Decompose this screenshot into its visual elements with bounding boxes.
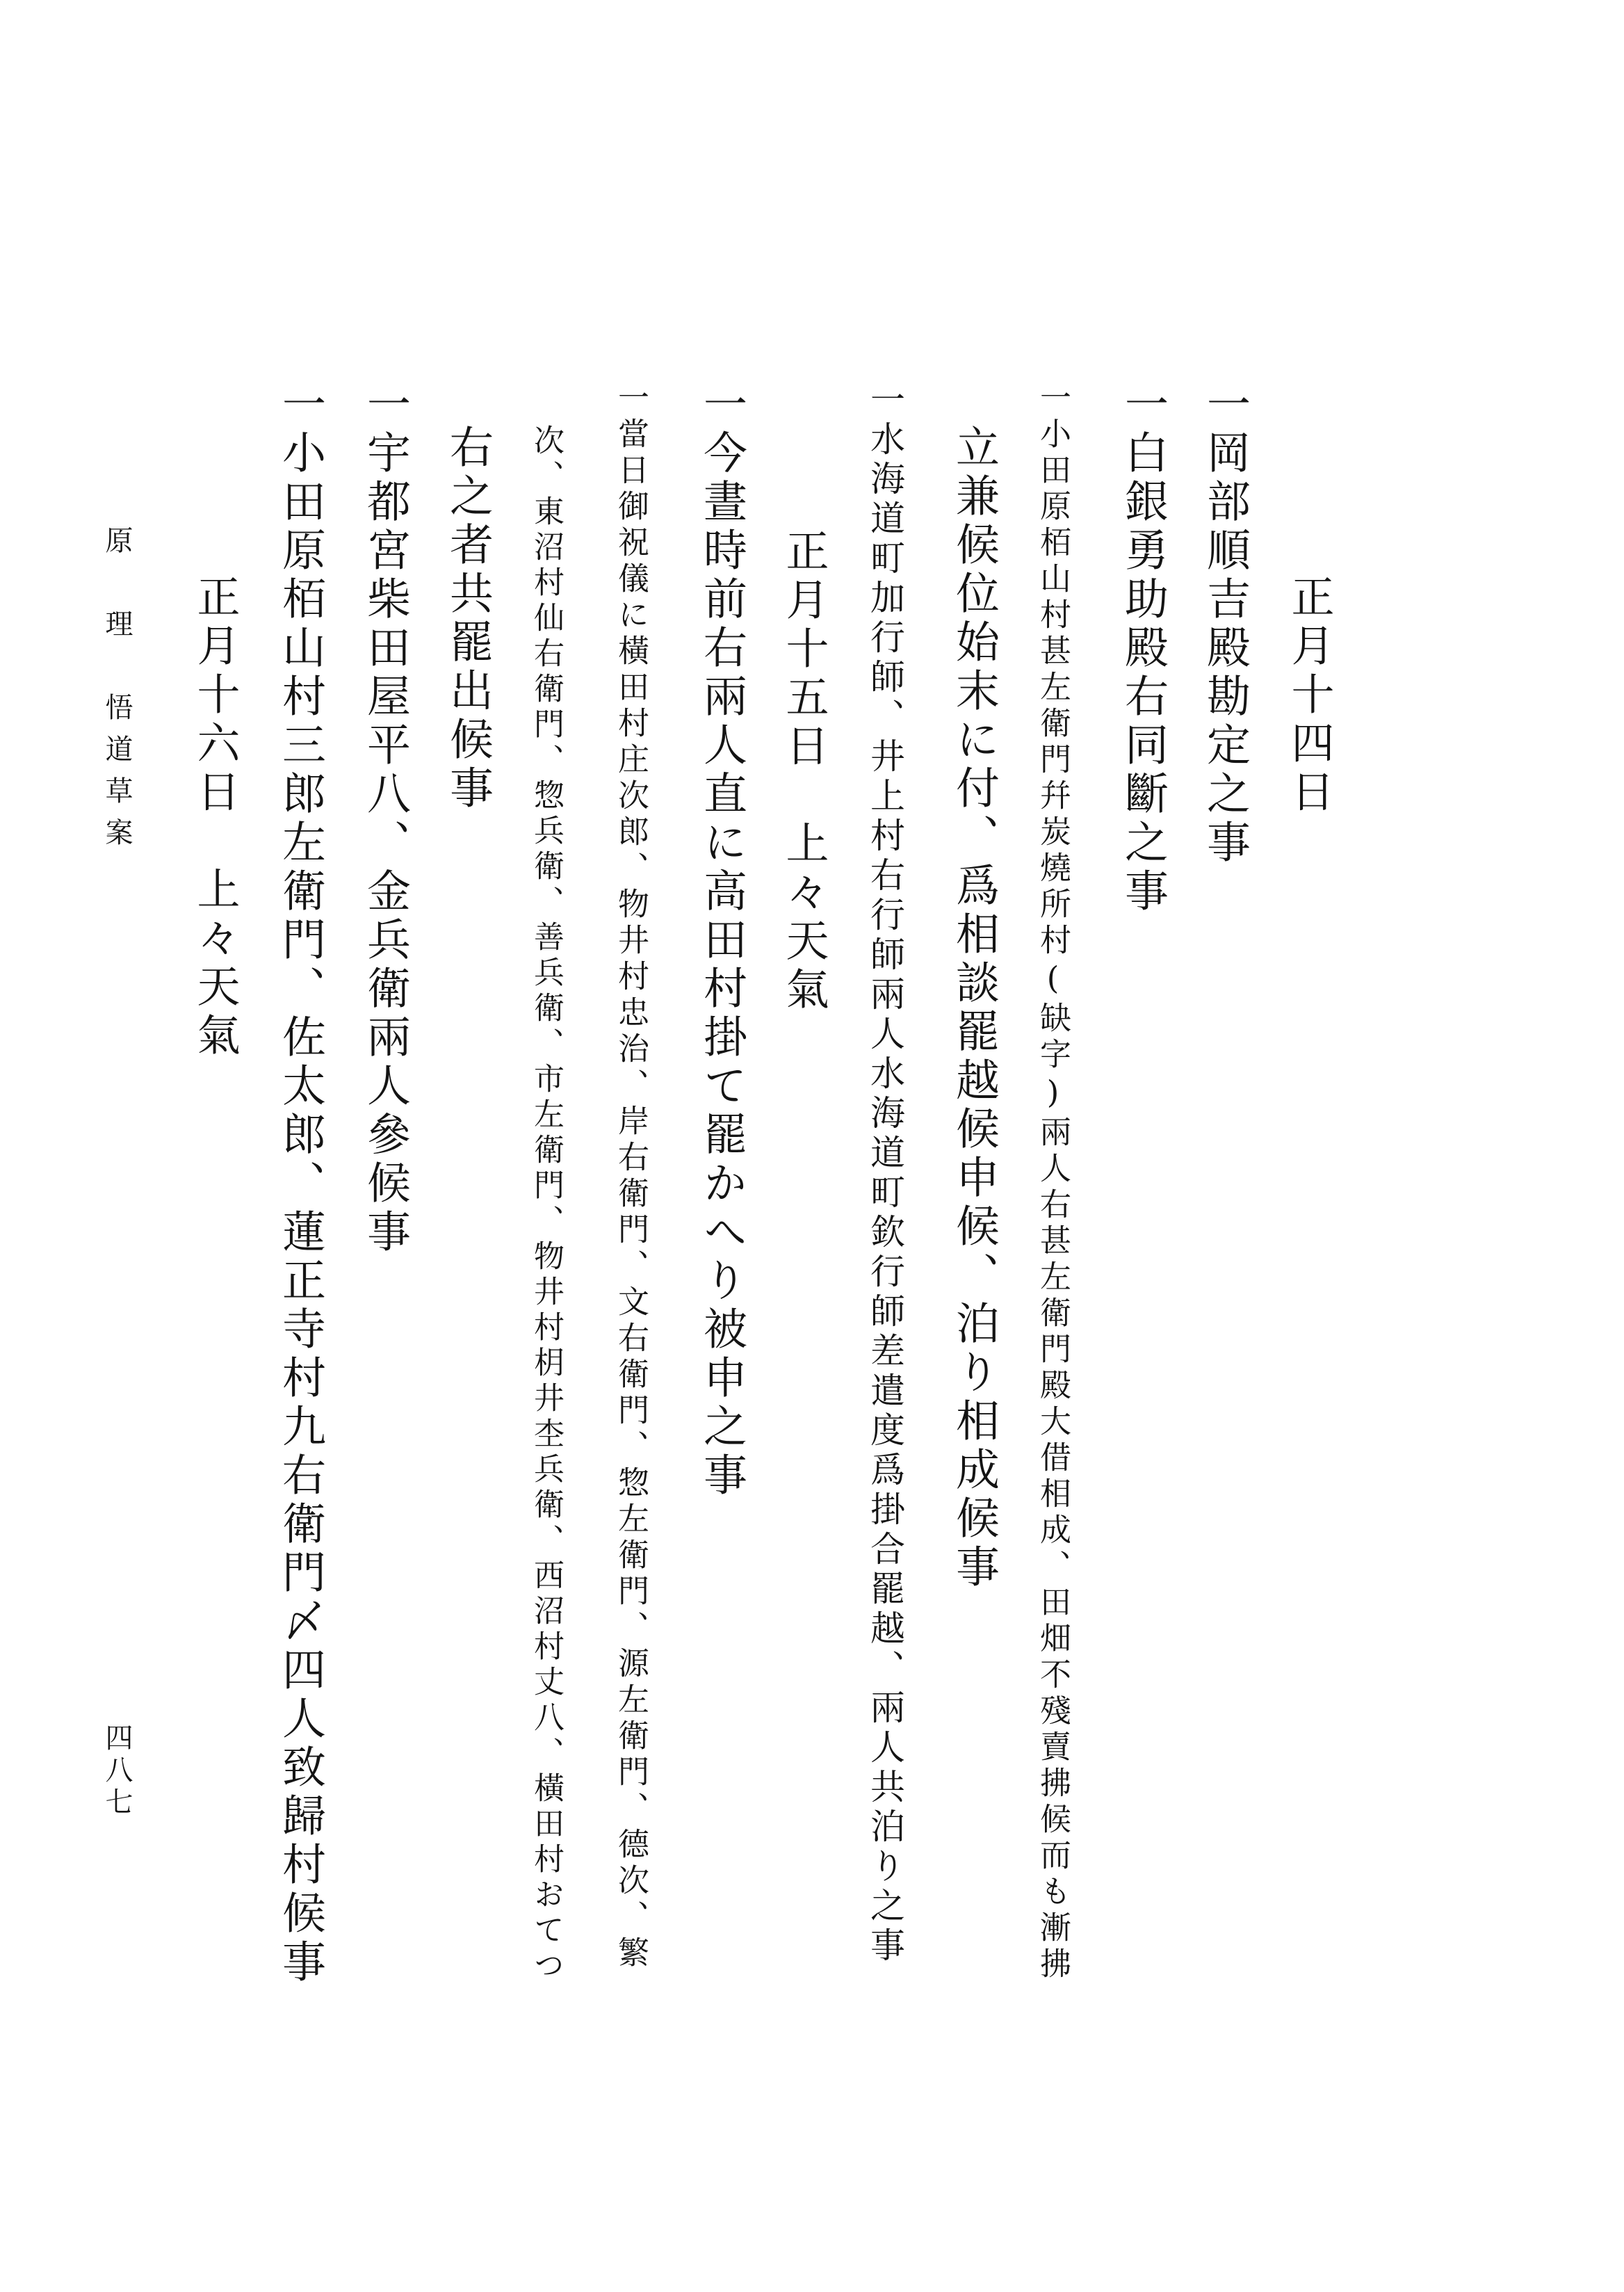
text-column: 一小田原栢山村三郎左衛門、佐太郎、蓮正寺村九右衛門〆四人致歸村候事 <box>275 381 326 1987</box>
page-number: 四八七 <box>101 1723 133 1819</box>
text-column: 一水海道町加行師、井上村右行師兩人水海道町欽行師差遣度爲掛合罷越、兩人共泊り之事 <box>865 381 905 1967</box>
text-column: 一當日御祝儀に橫田村庄次郎、物井村忠治、岸右衛門、文右衛門、惣左衛門、源左衛門、德次、繁 <box>612 381 649 1972</box>
date-heading: 正月十六日 上々天氣 <box>190 574 241 1061</box>
text-column: 右之者共罷出候事 <box>443 424 494 814</box>
text-column: 次、東沼村仙右衛門、惣兵衛、善兵衛、市左衛門、物井村枂井杢兵衛、西沼村丈八、橫田村おてつ <box>528 424 564 1985</box>
date-heading: 正月十四日 <box>1284 574 1335 818</box>
text-column: 一今晝時前右兩人直に高田村掛て罷かへり被申之事 <box>697 381 747 1501</box>
date-heading: 正月十五日 上々天氣 <box>779 528 829 1015</box>
text-column: 一宇都宮柴田屋平八、金兵衛兩人參候事 <box>360 381 411 1257</box>
text-column: 一岡部順吉殿勘定之事 <box>1200 381 1251 868</box>
text-column: 一白銀勇助殿右同斷之事 <box>1118 381 1169 917</box>
text-column: 立兼候位始末に付、爲相談罷越候申候、泊り相成候事 <box>949 424 1000 1592</box>
text-column: 一小田原栢山村甚左衛門幷炭燒所村(缺字)兩人右甚左衛門殿大借相成、田畑不殘賣拂候而も漸拂 <box>1034 381 1071 1983</box>
running-header: 原 理 悟道草案 <box>101 526 133 860</box>
